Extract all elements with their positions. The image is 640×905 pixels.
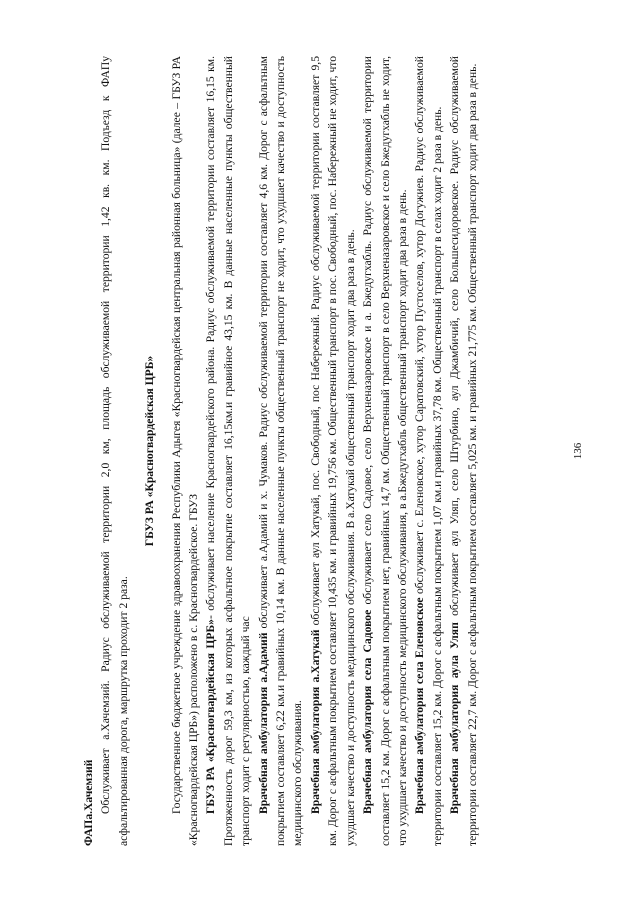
ulyap-text: обслуживает аул Уляп, село Штурбино, аул Джамбичий, село Большесидоровское. Радиус обслуживаемой территории составляет 22,7 км. Дорог с асфальтным покрытием составляет 5,025 км. и гравийных 21,775 км. Общественный транспорт ходит два раза в день.: [448, 56, 479, 846]
hatukay-text: обслуживает аул Хатукай, пос. Свободный, пос Набережный. Радиус обслуживаемой территории составляет 9,5 км. Дорог с асфальтным покрытием составляет 10,435 км. и гравийных 19,756 км. Общественный транспорт в пос. Свободный, пос. Набережный не ходит, что ухудшает качество и доступность медицинского обслуживания. В а.Хатукай общественный транспорт ходит два раза в день.: [308, 56, 357, 846]
adamiy-text: обслуживает а.Адамий и х. Чумаков. Радиус обслуживаемой территории составляет 4,6 км. Дорог с асфальтным покрытием составляет 6,22 км.и гравийных 10,14 км. В данные населенные пункты общественный транспорт не ходит, что ухудшает качество и доступность медицинского обслуживания.: [256, 56, 305, 846]
page-number: 136: [572, 442, 584, 460]
adamiy-paragraph: [255, 56, 307, 846]
sadovoe-name: Врачебная амбулатория села Садовое: [361, 609, 375, 814]
hatukay-name: Врачебная амбулатория а.Хатукай: [308, 629, 322, 814]
fap-paragraph: Обслуживает а.Хачемзий. Радиус обслуживаемой территории 2,0 км, площадь обслуживаемой территории 1,42 кв. км. Подъезд к ФАПу асфальтированная дорога, маршрутка проходит 2 раза.: [99, 56, 130, 846]
crb-text: - обслуживает население Красногвардейского района. Радиус обслуживаемой территории составляет 16,15 км. Протяженность дорог 59,3 км, из которых асфальтное покрытие составляет 16,15км.и гравийное 43,15 км. В данные населенные пункты общественный транспорт ходит с регулярностью, каждый час: [204, 56, 253, 846]
hatukay-paragraph: [307, 56, 359, 846]
intro-paragraph: Государственное бюджетное учреждение здравоохранения Республики Адыгея «Красногвардейская центральная районная больница» (далее – ГБУЗ РА «Красногвардейская ЦРБ») расположено в с. Красногвардейское. ГБУЗ: [169, 56, 201, 846]
fap-heading: ФАПа.Хачемзий: [82, 759, 95, 846]
adamiy-name: Врачебная амбулатория а.Адамий: [256, 632, 270, 814]
section-heading: ГБУЗ РА «Красногвардейская ЦРБ»: [143, 355, 157, 547]
elenovskoe-name: Врачебная амбулатория села Еленовское: [413, 597, 427, 814]
ulyap-paragraph: [446, 56, 481, 846]
crb-name: ГБУЗ РА «Красногвардейская ЦРБ»: [204, 619, 218, 814]
crb-paragraph: [202, 56, 254, 846]
elenovskoe-text: обслуживает с. Еленовское, хутор Саратовский, хутор Пустоселов, хутор Догужиев. Радиус обслуживаемой территории составляет 15,2 км. Дорог с асфальтным покрытием 1,07 км.и гравийных 37,78 км. Общественный транспорт в селах ходит 2 раза в день.: [413, 56, 444, 846]
rotated-page-content: [60, 56, 584, 846]
sadovoe-text: обслуживает село Садовое, село Верхненазаровское и а. Бжедугхабль. Радиус обслуживаемой территории составляет 15,2 км. Дорог с асфальтным покрытием нет, гравийных 14,7 км. Общественный транспорт в село Верхненазаровское и село Бжедугхабль не ходит, что ухудшает качество и доступность медицинского обслуживания, в а.Бжедугхабль общественный транспорт ходит два раза в день.: [361, 56, 409, 846]
sadovoe-paragraph: [359, 56, 411, 846]
document-body: [80, 56, 481, 846]
ulyap-name: Врачебная амбулатория аула Уляп: [448, 622, 462, 814]
elenovskoe-paragraph: [411, 56, 446, 846]
